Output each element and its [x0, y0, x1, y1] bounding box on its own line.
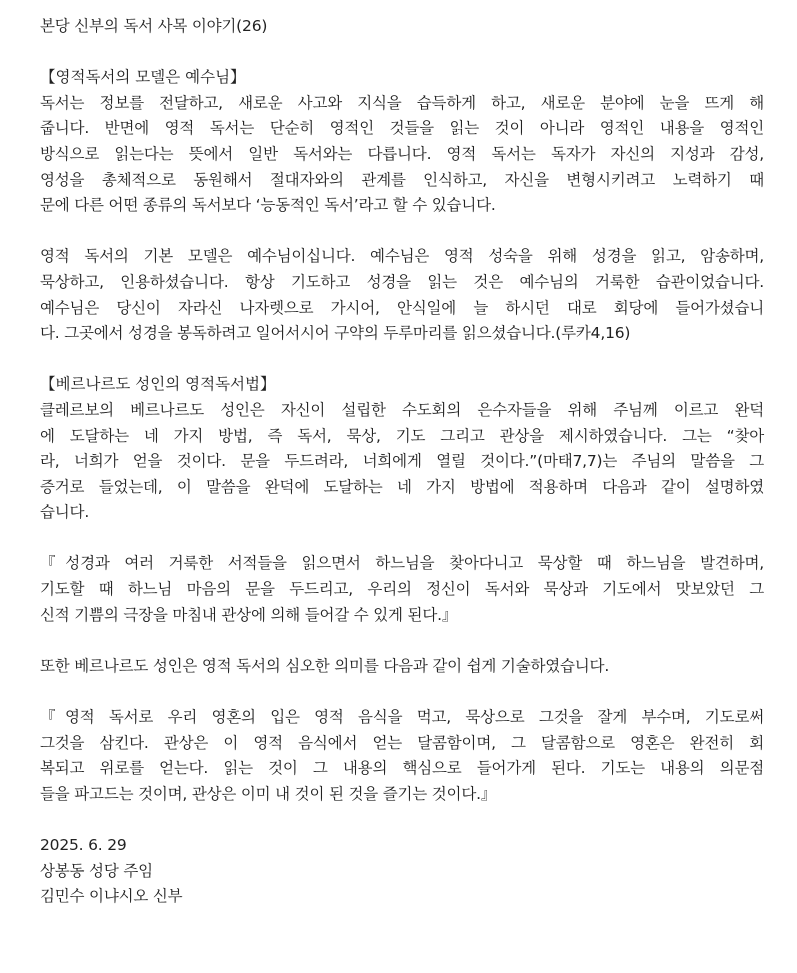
paragraph-reading-definition	[40, 91, 764, 219]
quote-line: 신적 기쁨의 극장을 마침내 관상에 의해 들어갈 수 있게 된다.』	[40, 605, 458, 624]
quote-line: 그것을 삼킨다. 관상은 이 영적 음식에서 얻는 달콤함이며, 그 달콤함으로 영혼은 완전히 회	[40, 733, 764, 752]
paragraph-line: 독서는 정보를 전달하고, 새로운 사고와 지식을 습득하게 하고, 새로운 분야에 눈을 뜨게 해	[40, 93, 764, 112]
paragraph-bernard-meaning	[40, 654, 764, 680]
paragraph-line: 습니다.	[40, 503, 90, 522]
signature-block	[40, 833, 764, 910]
paragraph-line: 클레르보의 베르나르도 성인은 자신이 설립한 수도회의 은수자들을 위해 주님께 이르고 완덕	[40, 400, 764, 419]
signature-date: 2025. 6. 29	[40, 836, 127, 854]
paragraph-line: 문에 다른 어떤 종류의 독서보다 ‘능동적인 독서’라고 할 수 있습니다.	[40, 196, 496, 215]
quote-line: 복되고 위로를 얻는다. 읽는 것이 그 내용의 핵심으로 들어가게 된다. 기도는 내용의 의문점	[40, 759, 764, 778]
spacer	[40, 807, 764, 833]
document-title: 본당 신부의 독서 사목 이야기(26)	[40, 17, 268, 35]
paragraph-line: 다. 그곳에서 성경을 봉독하려고 일어서시어 구약의 두루마리를 읽으셨습니다.(루카4,16)	[40, 324, 631, 343]
quote-line: 『영적 독서로 우리 영혼의 입은 영적 음식을 먹고, 묵상으로 그것을 잘게 부수며, 기도로써	[40, 708, 764, 727]
spacer	[40, 679, 764, 705]
paragraph-line: 영적 독서의 기본 모델은 예수님이십니다. 예수님은 영적 성숙을 위해 성경을 읽고, 암송하며,	[40, 247, 764, 266]
quote-line: 『성경과 여러 거룩한 서적들을 읽으면서 하느님을 찾아다니고 묵상할 때 하느님을 발견하며,	[40, 554, 764, 573]
quote-line: 들을 파고드는 것이며, 관상은 이미 내 것이 된 것을 즐기는 것이다.』	[40, 784, 497, 803]
quote-bernard-second	[40, 705, 764, 807]
section-heading-spiritual-reading-model: 【영적독서의 모델은 예수님】	[40, 68, 246, 87]
spacer	[40, 40, 764, 66]
spacer	[40, 628, 764, 654]
section-heading-bernard-method: 【베르나르도 성인의 영적독서법】	[40, 375, 276, 394]
paragraph-line: 라, 너희가 얻을 것이다. 문을 두드려라, 너희에게 열릴 것이다.”(마태7,7)는 주님의 말씀을 그	[40, 452, 764, 471]
paragraph-line: 줍니다. 반면에 영적 독서는 단순히 영적인 것들을 읽는 것이 아니라 영적인 내용을 영적인	[40, 119, 764, 138]
quote-bernard-first	[40, 551, 764, 628]
signature-author: 김민수 이냐시오 신부	[40, 887, 183, 906]
quote-line: 기도할 때 하느님 마음의 문을 두드리고, 우리의 정신이 독서와 묵상과 기도에서 맛보았던 그	[40, 580, 764, 599]
paragraph-bernard-four-ways	[40, 398, 764, 526]
document-page	[40, 14, 764, 910]
paragraph-line: 또한 베르나르도 성인은 영적 독서의 심오한 의미를 다음과 같이 쉽게 기술하였습니다.	[40, 656, 610, 675]
spacer	[40, 347, 764, 373]
paragraph-line: 영성을 총체적으로 동원해서 절대자와의 관계를 인식하고, 자신을 변형시키려고 노력하기 때	[40, 170, 764, 189]
paragraph-line: 방식으로 읽는다는 뜻에서 일반 독서와는 다릅니다. 영적 독서는 독자가 자신의 지성과 감성,	[40, 144, 764, 163]
paragraph-line: 증거로 들었는데, 이 말씀을 완덕에 도달하는 네 가지 방법에 적용하며 다음과 같이 설명하였	[40, 477, 764, 496]
paragraph-line: 예수님은 당신이 자라신 나자렛으로 가시어, 안식일에 늘 하시던 대로 회당에 들어가셨습니	[40, 298, 764, 317]
paragraph-line: 묵상하고, 인용하셨습니다. 항상 기도하고 성경을 읽는 것은 예수님의 거룩한 습관이었습니다.	[40, 272, 764, 291]
spacer	[40, 219, 764, 245]
spacer	[40, 526, 764, 552]
paragraph-line: 에 도달하는 네 가지 방법, 즉 독서, 묵상, 기도 그리고 관상을 제시하였습니다. 그는 “찾아	[40, 426, 764, 445]
signature-parish: 상봉동 성당 주임	[40, 861, 153, 880]
paragraph-jesus-model	[40, 244, 764, 346]
